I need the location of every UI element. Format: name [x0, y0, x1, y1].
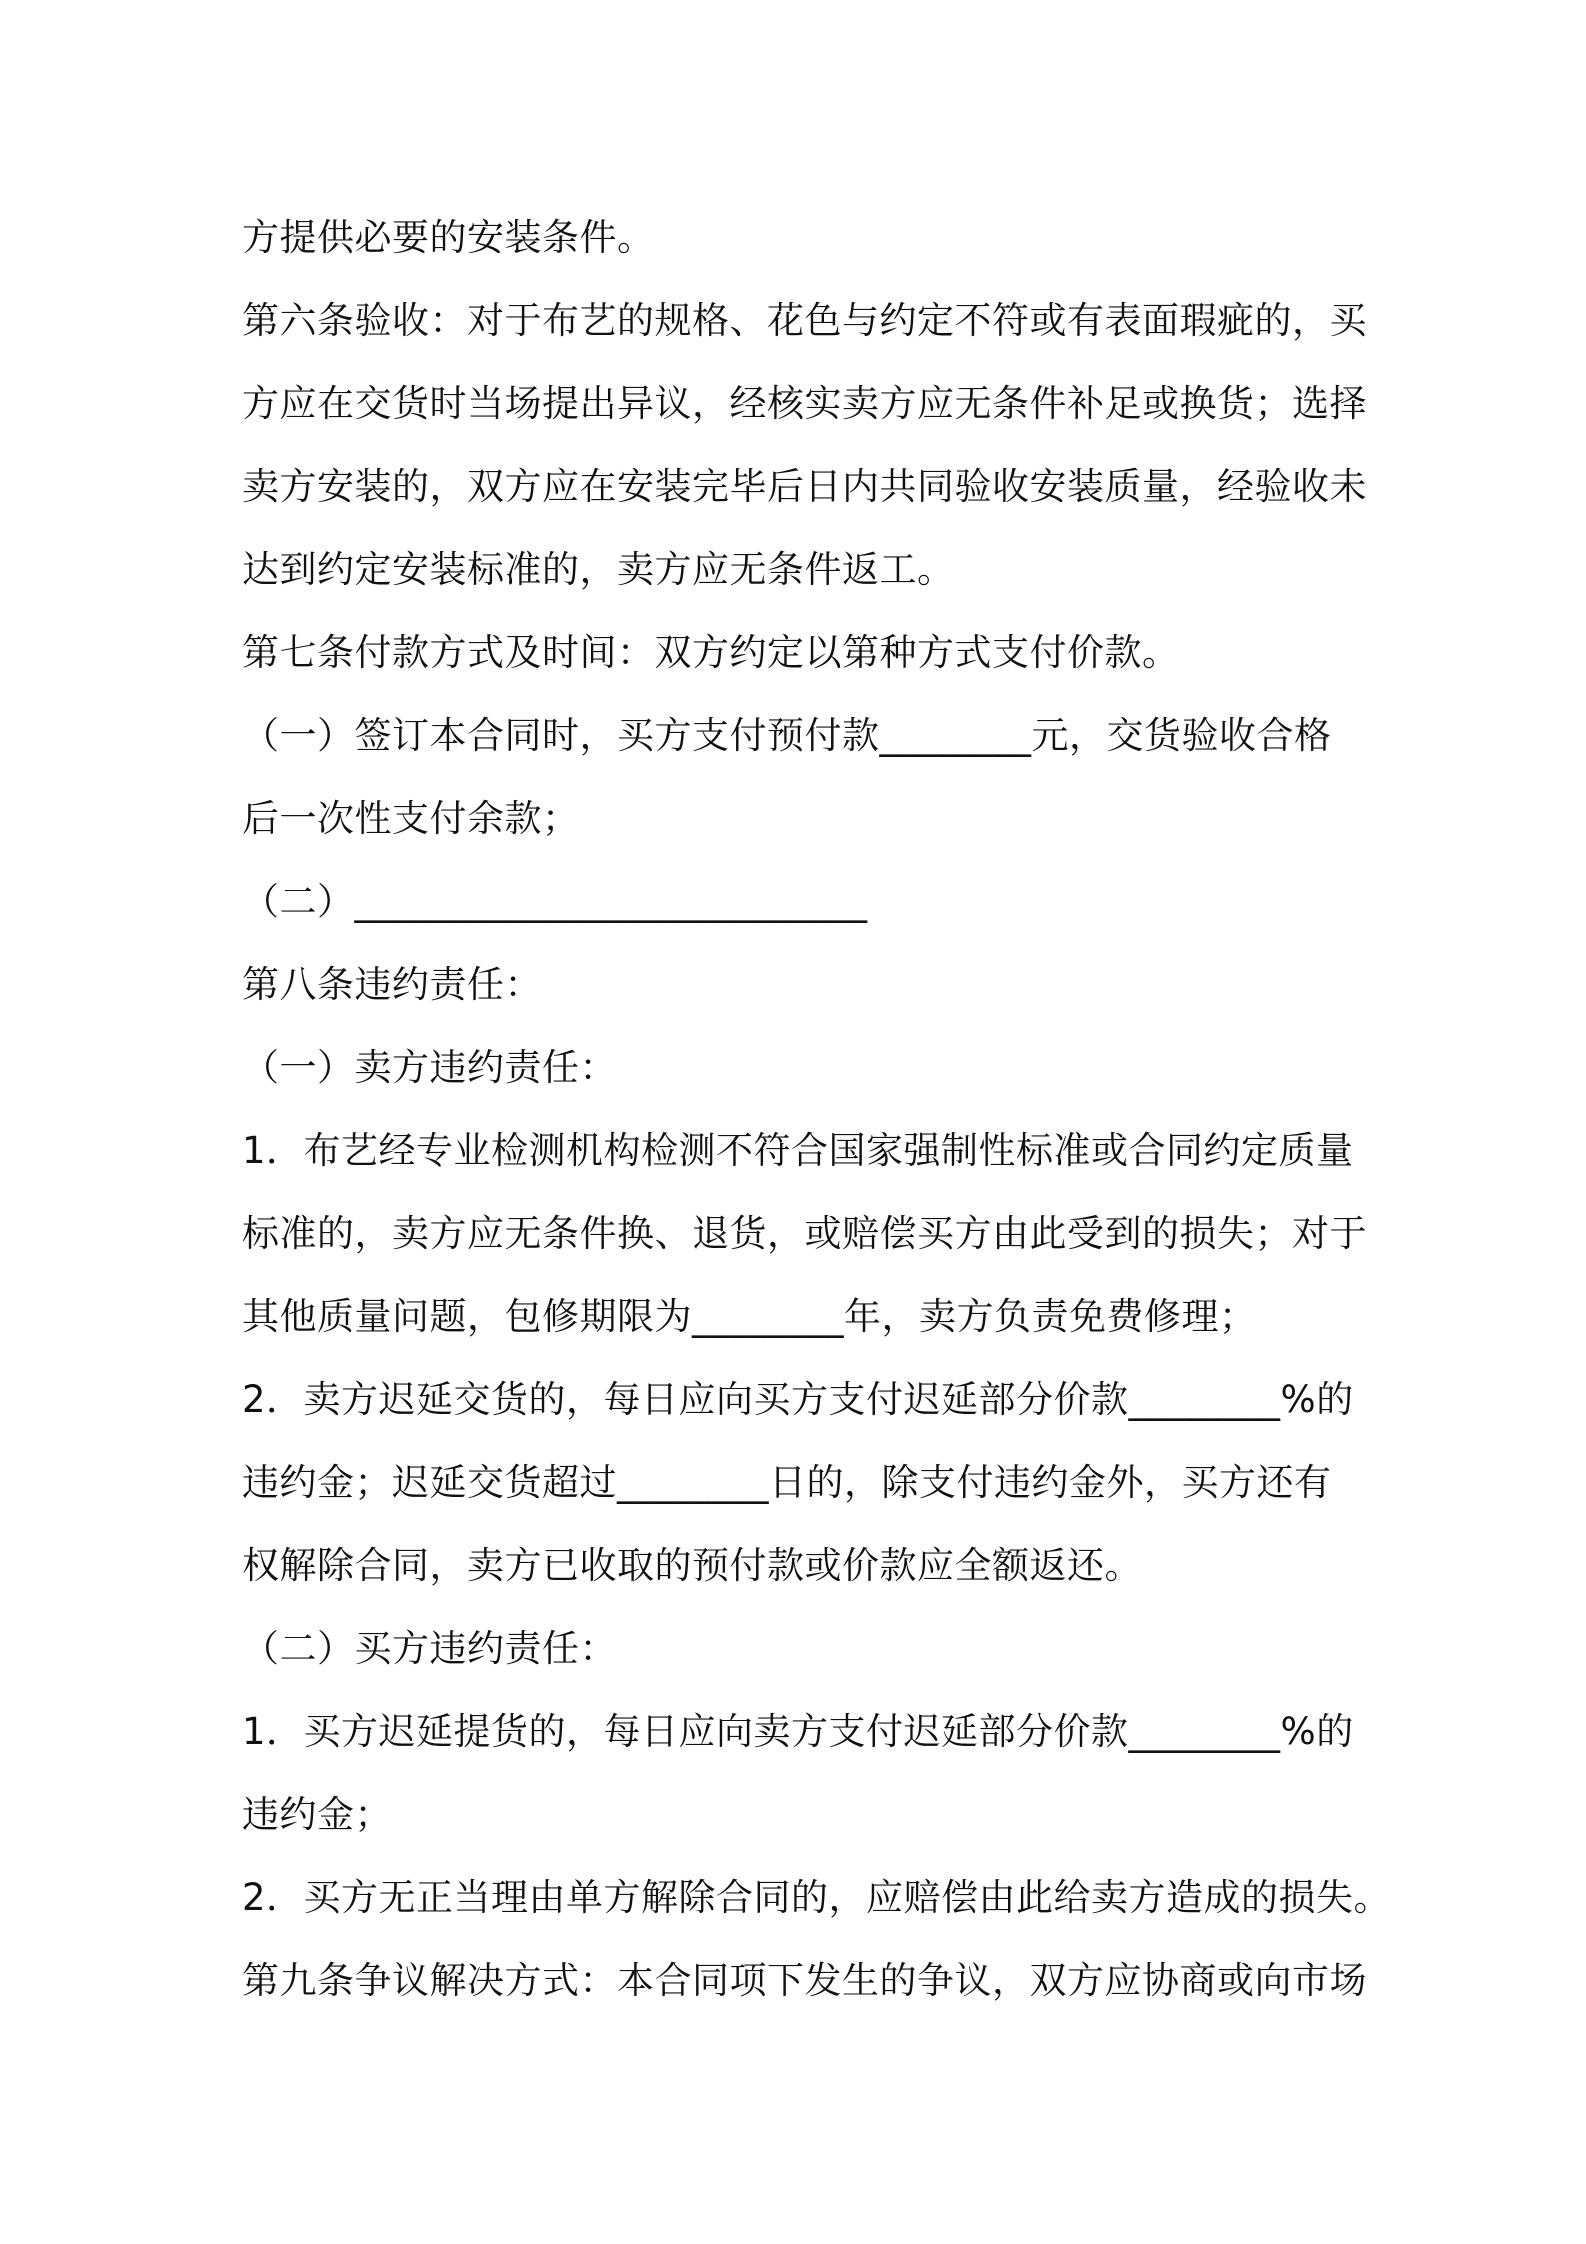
text-line: 权解除合同，卖方已收取的预付款或价款应全额返还。: [242, 1544, 1142, 1587]
text-line: 方提供必要的安装条件。: [242, 216, 655, 259]
text-line: 1．布艺经专业检测机构检测不符合国家强制性标准或合同约定质量: [242, 1129, 1354, 1172]
text-line: （一）签订本合同时，买方支付预付款________元，交货验收合格: [242, 714, 1332, 757]
text-line: 其他质量问题，包修期限为________年，卖方负责免费修理；: [242, 1295, 1257, 1338]
text-line: 第七条付款方式及时间：双方约定以第种方式支付价款。: [242, 631, 1180, 674]
text-line: （二）___________________________: [242, 880, 868, 923]
text-line: 标准的，卖方应无条件换、退货，或赔偿买方由此受到的损失；对于: [242, 1212, 1367, 1255]
document-body: [242, 196, 1392, 2022]
text-line: 违约金；: [242, 1793, 392, 1836]
text-line: 卖方安装的，双方应在安装完毕后日内共同验收安装质量，经验收未: [242, 465, 1367, 508]
text-line: 第六条验收：对于布艺的规格、花色与约定不符或有表面瑕疵的，买: [242, 299, 1367, 342]
text-line: 2．买方无正当理由单方解除合同的，应赔偿由此给卖方造成的损失。: [242, 1876, 1392, 1919]
text-line: 第九条争议解决方式：本合同项下发生的争议，双方应协商或向市场: [242, 1959, 1367, 2002]
text-line: 1．买方迟延提货的，每日应向卖方支付迟延部分价款________%的: [242, 1710, 1354, 1753]
text-line: 第八条违约责任：: [242, 963, 542, 1006]
text-line: 方应在交货时当场提出异议，经核实卖方应无条件补足或换货；选择: [242, 382, 1367, 425]
text-line: 违约金；迟延交货超过________日的，除支付违约金外，买方还有: [242, 1461, 1332, 1504]
text-line: 2．卖方迟延交货的，每日应向买方支付迟延部分价款________%的: [242, 1378, 1354, 1421]
text-line: （一）卖方违约责任：: [242, 1046, 617, 1089]
text-line: 达到约定安装标准的，卖方应无条件返工。: [242, 548, 955, 591]
text-line: （二）买方违约责任：: [242, 1627, 617, 1670]
text-line: 后一次性支付余款；: [242, 797, 580, 840]
